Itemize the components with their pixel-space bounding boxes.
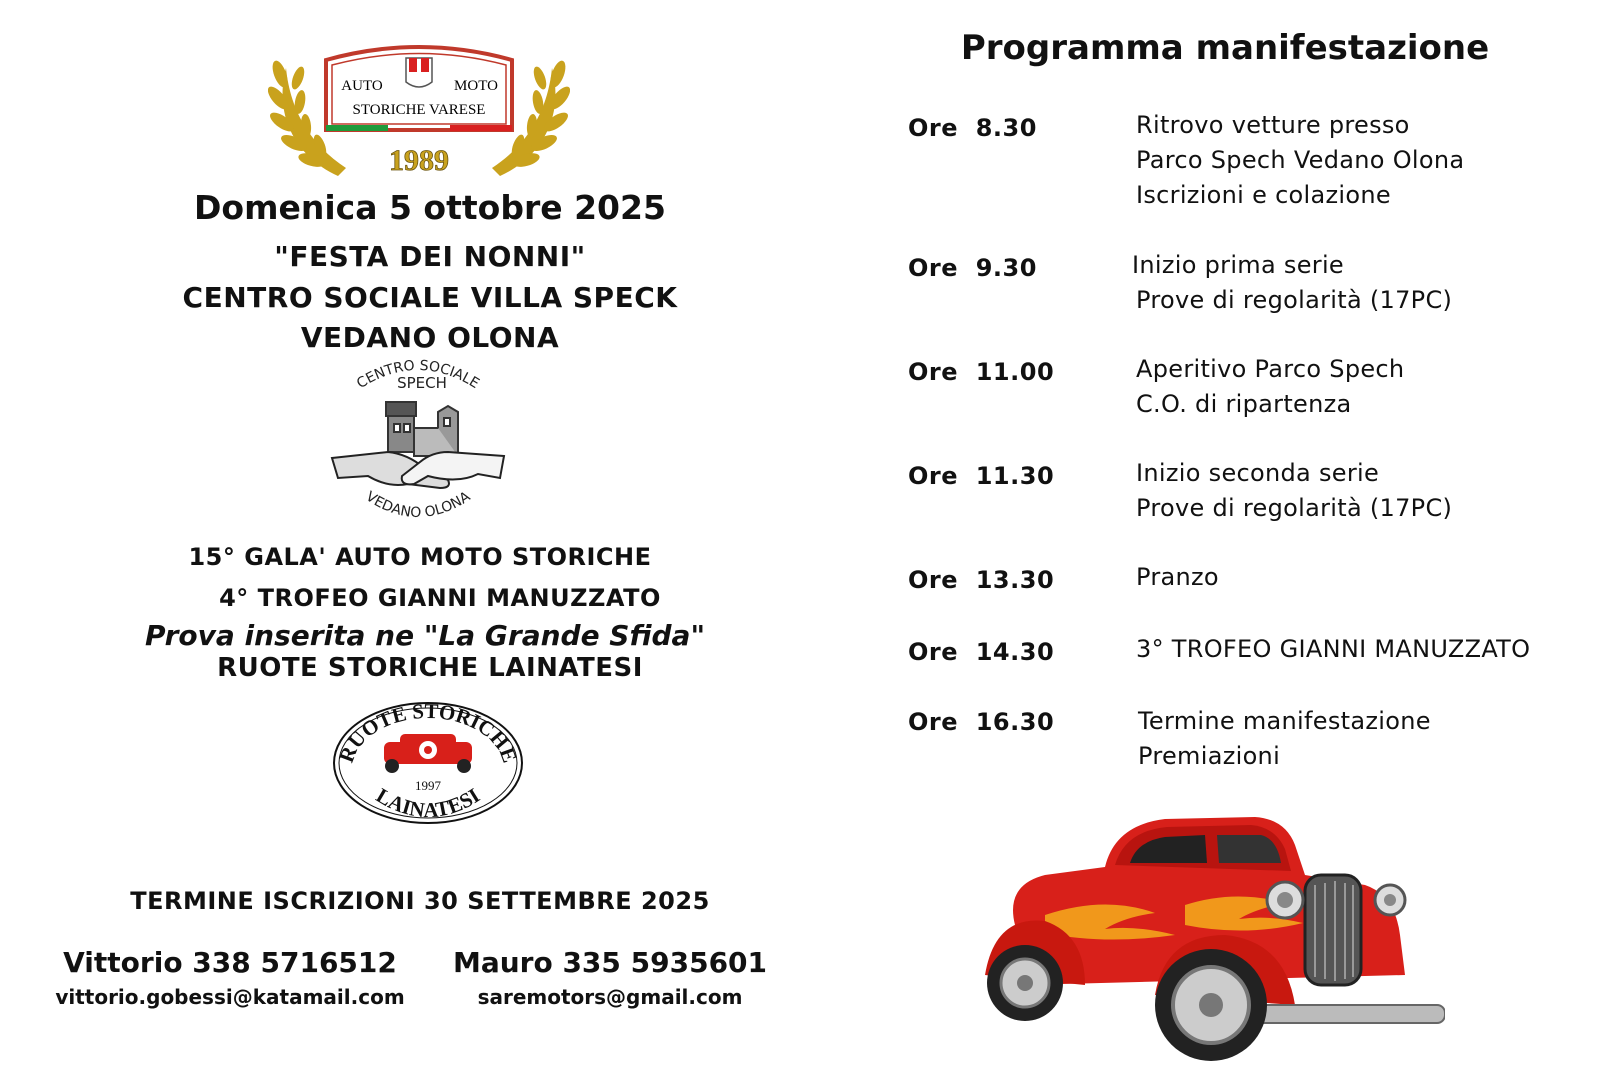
asv-logo-year: 1989 [389, 144, 449, 177]
asv-logo-auto: AUTO [341, 78, 383, 94]
schedule-line: Premiazioni [1138, 742, 1281, 770]
schedule-line: Parco Spech Vedano Olona [1136, 146, 1465, 174]
gala-title: 15° GALA' AUTO MOTO STORICHE [188, 543, 652, 571]
contact-mauro-email[interactable]: saremotors@gmail.com [477, 985, 743, 1009]
trofeo-title: 4° TROFEO GIANNI MANUZZATO [219, 584, 661, 612]
villa-building-icon [386, 402, 458, 456]
spech-logo-sub-text: SPECH [397, 374, 447, 392]
schedule-time: Ore 9.30 [908, 254, 1037, 282]
schedule-item [1138, 704, 1431, 774]
schedule-line: C.O. di ripartenza [1136, 390, 1352, 418]
wheel-icon [1155, 949, 1267, 1061]
ruote-storiche-lainatesi-logo [330, 700, 526, 826]
schedule-line: Prove di regolarità (17PC) [1136, 286, 1453, 314]
red-hot-rod-car-icon [985, 805, 1445, 1067]
centro-sociale-spech-logo [328, 356, 508, 534]
auto-moto-storiche-varese-logo [268, 38, 570, 180]
program-title: Programma manifestazione [960, 28, 1490, 68]
schedule-time: Ore 14.30 [908, 638, 1055, 666]
contact-vittorio-phone: Vittorio 338 5716512 [63, 946, 397, 979]
contact-vittorio-email[interactable]: vittorio.gobessi@katamail.com [55, 985, 405, 1009]
schedule-line: 3° TROFEO GIANNI MANUZZATO [1136, 635, 1531, 663]
schedule-item [1132, 248, 1452, 318]
event-name: "FESTA DEI NONNI" [274, 240, 586, 273]
asv-logo-moto: MOTO [454, 78, 498, 94]
registration-deadline: TERMINE ISCRIZIONI 30 SETTEMBRE 2025 [130, 887, 710, 915]
handshake-icon [332, 452, 504, 488]
asv-logo-storiche-varese: STORICHE VARESE [352, 102, 486, 118]
schedule-line: Inizio prima serie [1132, 251, 1344, 279]
spech-logo-bottom-text: VEDANO OLONA [362, 488, 474, 522]
schedule-item [1136, 632, 1530, 667]
schedule-line: Inizio seconda serie [1136, 459, 1380, 487]
schedule-time: Ore 8.30 [908, 114, 1037, 142]
schedule-time: Ore 11.30 [908, 462, 1055, 490]
schedule-item [1136, 108, 1464, 213]
schedule-line: Ritrovo vetture presso [1136, 111, 1410, 139]
schedule-time: Ore 11.00 [908, 358, 1055, 386]
wheel-icon [987, 945, 1063, 1021]
schedule-time: Ore 16.30 [908, 708, 1055, 736]
schedule-item [1136, 352, 1404, 422]
event-date: Domenica 5 ottobre 2025 [194, 188, 666, 227]
ruote-logo-bottom-text: LAINATESI [372, 783, 484, 823]
event-city: VEDANO OLONA [300, 321, 560, 354]
ruote-storiche-lainatesi: RUOTE STORICHE LAINATESI [217, 653, 643, 683]
prova-grande-sfida: Prova inserita ne "La Grande Sfida" [144, 619, 706, 652]
schedule-time: Ore 13.30 [908, 566, 1055, 594]
schedule-line: Aperitivo Parco Spech [1136, 355, 1405, 383]
event-venue: CENTRO SOCIALE VILLA SPECK [182, 281, 678, 314]
contact-mauro-phone: Mauro 335 5935601 [452, 946, 768, 979]
schedule-line: Iscrizioni e colazione [1136, 181, 1391, 209]
schedule-line: Termine manifestazione [1138, 707, 1431, 735]
schedule-item [1136, 560, 1219, 595]
ruote-logo-top-text: RUOTE STORICHE [334, 700, 522, 766]
schedule-item [1136, 456, 1452, 526]
schedule-line: Pranzo [1136, 563, 1219, 591]
schedule-line: Prove di regolarità (17PC) [1136, 494, 1453, 522]
spech-logo-top-text: CENTRO SOCIALE [354, 357, 482, 393]
ruote-logo-year: 1997 [415, 778, 441, 793]
shield-icon [406, 58, 432, 87]
